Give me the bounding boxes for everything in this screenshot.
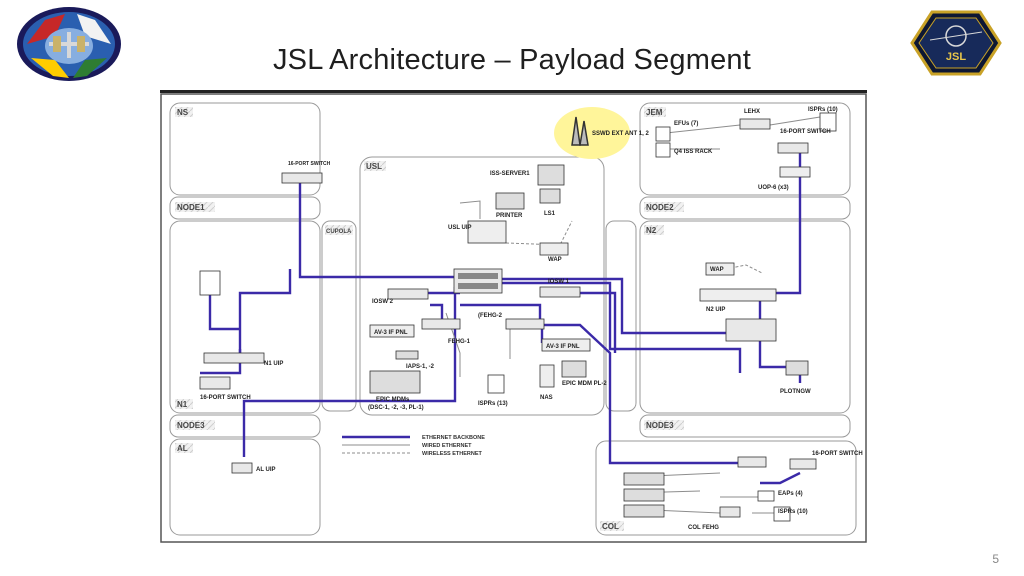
svg-text:ISPRs (13): ISPRs (13) xyxy=(478,401,508,407)
col-racks xyxy=(624,473,664,517)
module-label-n1: N1 xyxy=(177,400,188,409)
module-label-node3: NODE3 xyxy=(646,421,674,430)
nas xyxy=(540,365,554,401)
svg-text:ISS-SERVER1: ISS-SERVER1 xyxy=(490,171,530,177)
epic-mdms xyxy=(368,371,424,411)
svg-text:NAS: NAS xyxy=(540,395,553,401)
svg-text:(DSC-1, -2, -3, PL-1): (DSC-1, -2, -3, PL-1) xyxy=(368,405,424,411)
svg-text:16-PORT SWITCH: 16-PORT SWITCH xyxy=(812,451,863,457)
svg-text:EFUs (7): EFUs (7) xyxy=(674,121,699,127)
usl-main-switch xyxy=(454,269,502,293)
module-label-al: AL xyxy=(177,444,188,453)
module-label-node2: NODE2 xyxy=(646,203,674,212)
legend-wired-label: WIRED ETHERNET xyxy=(422,443,472,449)
printer xyxy=(496,193,524,219)
svg-text:IOSW 1: IOSW 1 xyxy=(548,279,570,285)
svg-text:AL UIP: AL UIP xyxy=(256,467,276,473)
n2-wap xyxy=(706,263,734,275)
antenna-label: SSWD EXT ANT 1, 2 xyxy=(592,131,649,137)
module-label-al-connector: NODE3 xyxy=(177,421,205,430)
n2-main-switch xyxy=(726,319,776,341)
page-title: JSL Architecture – Payload Segment xyxy=(272,44,752,76)
svg-text:IOSW 2: IOSW 2 xyxy=(372,299,394,305)
module-label-usl: USL xyxy=(366,162,382,171)
svg-text:EAPs (4): EAPs (4) xyxy=(778,491,803,497)
legend-wireless-label: WIRELESS ETHERNET xyxy=(422,451,482,457)
svg-text:N2 UIP: N2 UIP xyxy=(706,307,726,313)
module-label-jem: JEM xyxy=(646,108,663,117)
svg-text:16-PORT SWITCH: 16-PORT SWITCH xyxy=(288,161,331,167)
module-label-node1: NODE1 xyxy=(177,203,205,212)
svg-text:ISPRs (10): ISPRs (10) xyxy=(778,509,808,515)
svg-text:FEHG-1: FEHG-1 xyxy=(448,339,471,345)
svg-text:ISPRs (10): ISPRs (10) xyxy=(808,107,838,113)
svg-text:COL FEHG: COL FEHG xyxy=(688,525,719,531)
jsl-logo xyxy=(910,10,1002,76)
svg-text:LEHX: LEHX xyxy=(744,109,761,115)
module-label-col: COL xyxy=(602,522,619,531)
module-cupola xyxy=(322,221,356,411)
svg-text:USL UIP: USL UIP xyxy=(448,225,472,231)
av-panel-2 xyxy=(542,339,590,351)
svg-text:UOP-6 (x3): UOP-6 (x3) xyxy=(758,185,789,191)
svg-text:WAP: WAP xyxy=(710,267,724,273)
architecture-diagram xyxy=(160,93,867,543)
module-label-ns: NS xyxy=(177,108,189,117)
logo-wordmark: JSL xyxy=(945,51,967,63)
svg-text:(FEHG-2: (FEHG-2 xyxy=(478,313,502,319)
svg-text:AV-3 IF PNL: AV-3 IF PNL xyxy=(546,344,580,350)
svg-text:16-PORT SWITCH: 16-PORT SWITCH xyxy=(780,129,831,135)
svg-text:Q4 ISS RACK: Q4 ISS RACK xyxy=(674,149,713,155)
module-n2 xyxy=(640,221,850,413)
svg-text:LS1: LS1 xyxy=(544,211,556,217)
module-n1 xyxy=(170,221,320,413)
svg-text:AV-3 IF PNL: AV-3 IF PNL xyxy=(374,330,408,336)
svg-text:16-PORT SWITCH: 16-PORT SWITCH xyxy=(200,395,251,401)
svg-text:PRINTER: PRINTER xyxy=(496,213,523,219)
svg-text:EPIC MDMs: EPIC MDMs xyxy=(376,397,410,403)
page-number: 5 xyxy=(992,552,999,566)
svg-text:EPIC MDM PL-2: EPIC MDM PL-2 xyxy=(562,381,607,387)
svg-text:WAP: WAP xyxy=(548,257,562,263)
n1-usb-device xyxy=(200,271,220,295)
av-panel-1 xyxy=(370,325,414,337)
module-label-cupola: CUPOLA xyxy=(326,229,352,235)
module-label-n2: N2 xyxy=(646,226,657,235)
svg-text:N1 UIP: N1 UIP xyxy=(264,361,284,367)
svg-text:IAPS-1, -2: IAPS-1, -2 xyxy=(406,364,435,370)
svg-text:PLOTNGW: PLOTNGW xyxy=(780,389,811,395)
legend-backbone-label: ETHERNET BACKBONE xyxy=(422,435,485,441)
